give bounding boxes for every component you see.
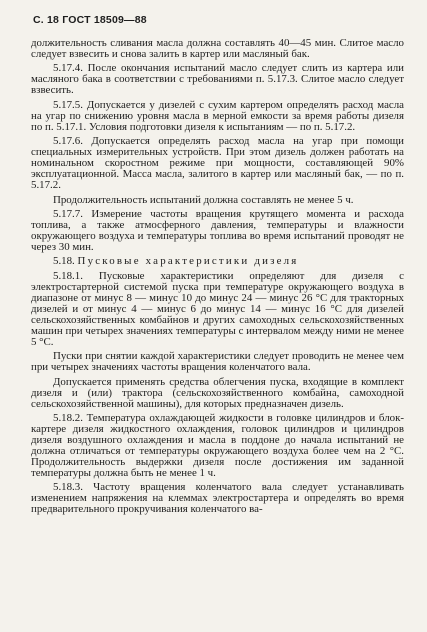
paragraph-5-18-1: 5.18.1. Пусковые характеристики определяют для дизеля с электростартерной системой пуска при температуре окружающего воздуха в диапазоне от минус 8 — минус 10 до минус 24 — минус 26 °С для тракторных дизелей и от минус 4 — минус 6 до минус 14 — минус 16 °С для дизелей сельскохозяйственных комбайнов и других самоходных сельскохозяйственных машин при четырех значениях температуры с интервалом между ними не менее 5 °С. <box>31 269 404 348</box>
paragraph-5-17-6: 5.17.6. Допускается определять расход масла на угар при помощи специальных измерительных устройств. При этом дизель должен работать на номинальном скоростном режиме при мощности, составляющей 90% эксплуатационной. Масса масла, залитого в картер или масляный бак, — по п. 5.17.2. <box>31 135 404 192</box>
body-text <box>31 38 404 519</box>
paragraph-5-17-7: 5.17.7. Измерение частоты вращения крутящего момента и расхода топлива, а также атмосферного давления, температуры и влажности окружающего воздуха и температуры топлива во время испытаний проводят не через 30 мин. <box>31 207 404 253</box>
paragraph-start-aids: Допускается применять средства облегчения пуска, входящие в комплект дизеля и (или) трактора (сельскохозяйственного комбайна, самоходной сельскохозяйственной машины), для которых предназначен дизель. <box>31 375 404 410</box>
paragraph-5-17-5: 5.17.5. Допускается у дизелей с сухим картером определять расход масла на угар по снижению уровня масла в мерной емкости за время работы дизеля по п. 5.17.1. Условия подготовки дизеля к испытаниям — по п. 5.17.2. <box>31 98 404 133</box>
section-title: Пусковые характеристики дизеля <box>77 255 299 268</box>
page-header: С. 18 ГОСТ 18509—88 <box>33 14 147 26</box>
paragraph-5-18-3: 5.18.3. Частоту вращения коленчатого вала следует устанавливать изменением напряжения на клеммах электростартера и определять во время предварительного прокручивания коленчатого ва- <box>31 481 404 516</box>
paragraph-starts: Пуски при снятии каждой характеристики следует проводить не менее чем при четырех значениях частоты вращения коленчатого вала. <box>31 350 404 374</box>
section-heading <box>31 256 404 267</box>
paragraph-continuation: должительность сливания масла должна составлять 40—45 мин. Слитое масло следует взвесить и снова залить в картер или масляный бак. <box>31 37 404 60</box>
section-number: 5.18. <box>53 255 75 268</box>
paragraph-duration: Продолжительность испытаний должна составлять не менее 5 ч. <box>53 193 354 206</box>
paragraph-5-17-4: 5.17.4. После окончания испытаний масло следует слить из картера или масляного бака в соответствии с требованиями п. 5.17.3. Слитое масло следует взвесить. <box>31 62 404 97</box>
paragraph-5-18-2: 5.18.2. Температура охлаждающей жидкости в головке цилиндров и блок-картере дизеля жидкостного охлаждения, головок цилиндров и цилиндров дизеля воздушного охлаждения и масла в поддоне до начала испытаний не должна отличаться от температуры окружающего воздуха более чем на 2 °С. Продолжительность выдержки дизеля после достижения им заданной температуры должна быть не менее 1 ч. <box>31 411 404 479</box>
